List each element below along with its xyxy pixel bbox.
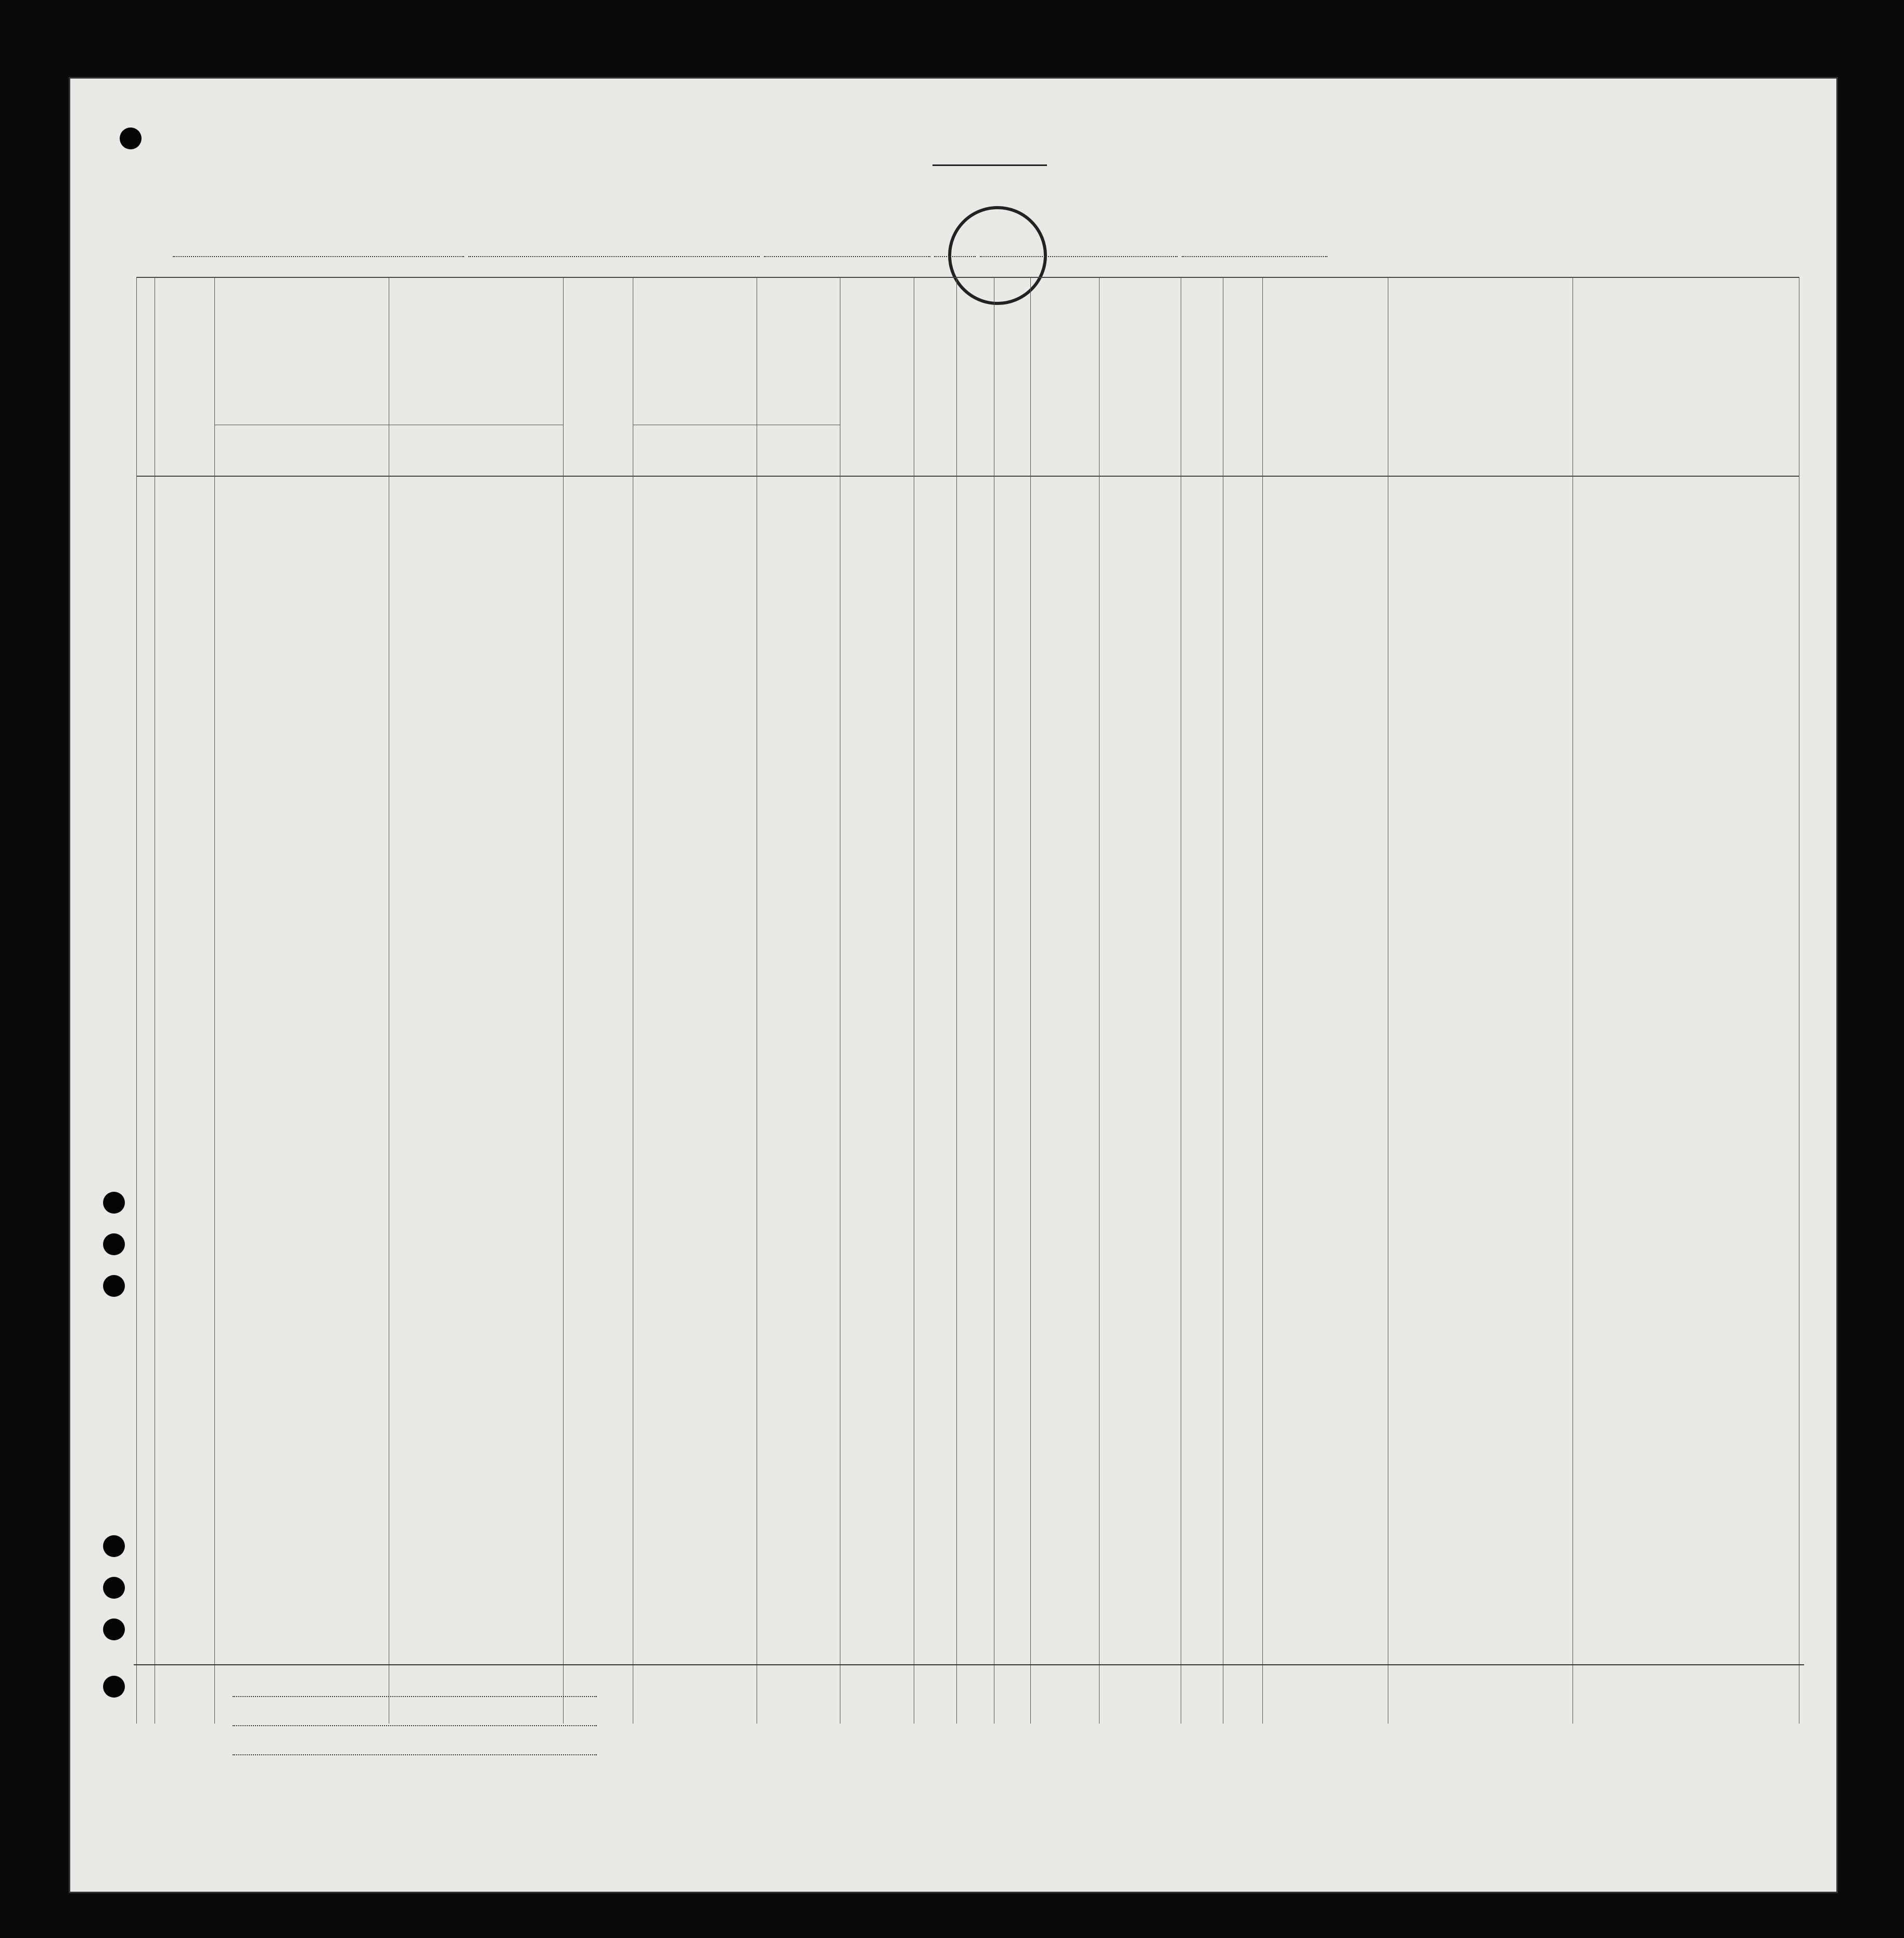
punch-hole	[103, 1535, 125, 1557]
punch-hole	[103, 1192, 125, 1214]
column-divider	[1262, 277, 1263, 1724]
vessel-line	[173, 243, 1327, 261]
column-divider	[136, 277, 137, 1724]
agents-value	[233, 1754, 597, 1755]
column-header-band	[136, 277, 1799, 477]
column-divider	[563, 277, 564, 1724]
title-underline	[932, 164, 1047, 166]
manifest-sheet	[69, 77, 1838, 1893]
punch-hole	[103, 1275, 125, 1297]
vessel-name	[173, 256, 464, 257]
column-divider	[214, 277, 215, 1724]
footer-divider	[134, 1664, 1804, 1665]
from-port-value	[980, 256, 1178, 257]
punch-hole	[120, 128, 142, 149]
year-blank	[934, 256, 976, 257]
column-divider	[1099, 277, 1100, 1724]
punch-hole	[103, 1618, 125, 1640]
arriving-port-blank	[468, 256, 760, 257]
owners-value	[233, 1725, 597, 1726]
punch-hole	[103, 1233, 125, 1255]
column-divider	[956, 277, 957, 1724]
arrival-date-blank	[764, 256, 930, 257]
column-divider	[1030, 277, 1031, 1724]
line-value	[233, 1696, 597, 1697]
punch-hole	[103, 1676, 125, 1698]
punch-hole	[103, 1577, 125, 1599]
departure-date	[1182, 256, 1327, 257]
footer-values	[233, 1680, 597, 1767]
